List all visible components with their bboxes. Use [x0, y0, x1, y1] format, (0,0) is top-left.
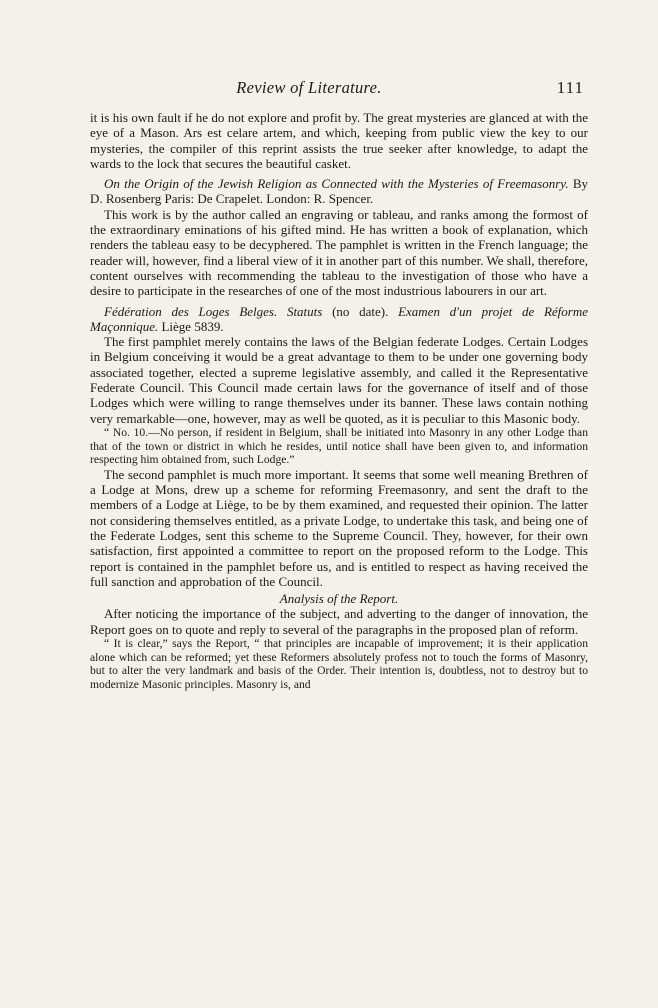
block-quote: “ It is clear,” says the Report, “ that principles are incapable of improvement; it is their application alone which can be reformed; yet these Reformers absolutely profess not to touch the forms of Masonry, but to alter the very landmark and basis of the Order. Their intention is, doubtless, not to destroy but to modernize Masonic principles. Masonry is, and	[90, 636, 588, 691]
review-entry-rosenberg	[90, 176, 588, 207]
page-number: 111	[556, 78, 584, 97]
paragraph-continuation: it is his own fault if he do not explore and profit by. The great mysteries are glanced at with the eye of a Mason. Ars est celare artem, and which, keeping from public view the key to our mysteries, the compiler of this reprint assists the true seeker after knowledge, to adapt the wards to the lock that secures the beautiful casket.	[90, 110, 588, 171]
book-title: Fédération des Loges Belges.	[104, 303, 278, 319]
review-entry-belgian-lodges	[90, 304, 588, 335]
paragraph: The first pamphlet merely contains the laws of the Belgian federate Lodges. Certain Lodges in Belgium conceiving it would be a great advantage to them to be under one governing body associated together, elected a supreme legislative assembly, and called it the Representative Federate Council. This Council made certain laws for the governance of itself and of those Lodges which were willing to range themselves under its banner. These laws contain nothing very remarkable—one, however, may as well be quoted, as it is peculiar to this Masonic body.	[90, 334, 588, 426]
book-title: On the Origin of the Jewish Religion as Connected with the Mysteries of Freemasonry.	[104, 176, 569, 192]
running-title: Review of Literature.	[236, 78, 382, 97]
paragraph: This work is by the author called an engraving or tableau, and ranks among the formost of the extraordinary eminations of his gifted mind. He has written a book of explanation, which renders the tableau easy to be decyphered. The pamphlet is written in the French language; the reader will, however, find a liberal view of it in another part of this number. We shall, therefore, content ourselves with recommending the tableau to the investigation of those who have a desire to participate in the researches of one of the most industrious labourers in our art.	[90, 206, 588, 299]
page-body	[90, 110, 588, 691]
book-imprint: Liège 5839.	[158, 318, 224, 334]
paragraph: After noticing the importance of the subject, and adverting to the danger of innovation, the Report goes on to quote and reply to several of the paragraphs in the proposed plan of reform.	[90, 606, 588, 637]
section-heading: Analysis of the Report.	[279, 591, 399, 607]
page-header	[90, 78, 588, 102]
book-title: Examen d'un projet de Réforme Maçonnique.	[90, 303, 588, 334]
block-quote: “ No. 10.—No person, if resident in Belgium, shall be initiated into Masonry in any other Lodge than that of the town or district in which he resides, until notice shall have been given to, and information respecting him obtained from, such Lodge.”	[90, 425, 588, 467]
book-title: Statuts	[277, 303, 323, 319]
paragraph: The second pamphlet is much more important. It seems that some well meaning Brethren of a Lodge at Mons, drew up a scheme for reforming Freemasonry, and sent the draft to the members of a Lodge at Liège, to be by them examined, and requested their opinion. The latter not considering themselves entitled, as a private Lodge, to undertake this task, and being one of the Federate Lodges, sent this scheme to the Supreme Council. They, however, for their own satisfaction, first appointed a committee to report on the proposed reform to the Lodge. This report is contained in the pamphlet before us, and is entitled to respect as having received the full sanction and approbation of the Council.	[90, 466, 588, 589]
book-note: (no date).	[322, 303, 399, 319]
book-imprint: By D. Rosenberg Paris: De Crapelet. London: R. Spencer.	[90, 176, 589, 207]
